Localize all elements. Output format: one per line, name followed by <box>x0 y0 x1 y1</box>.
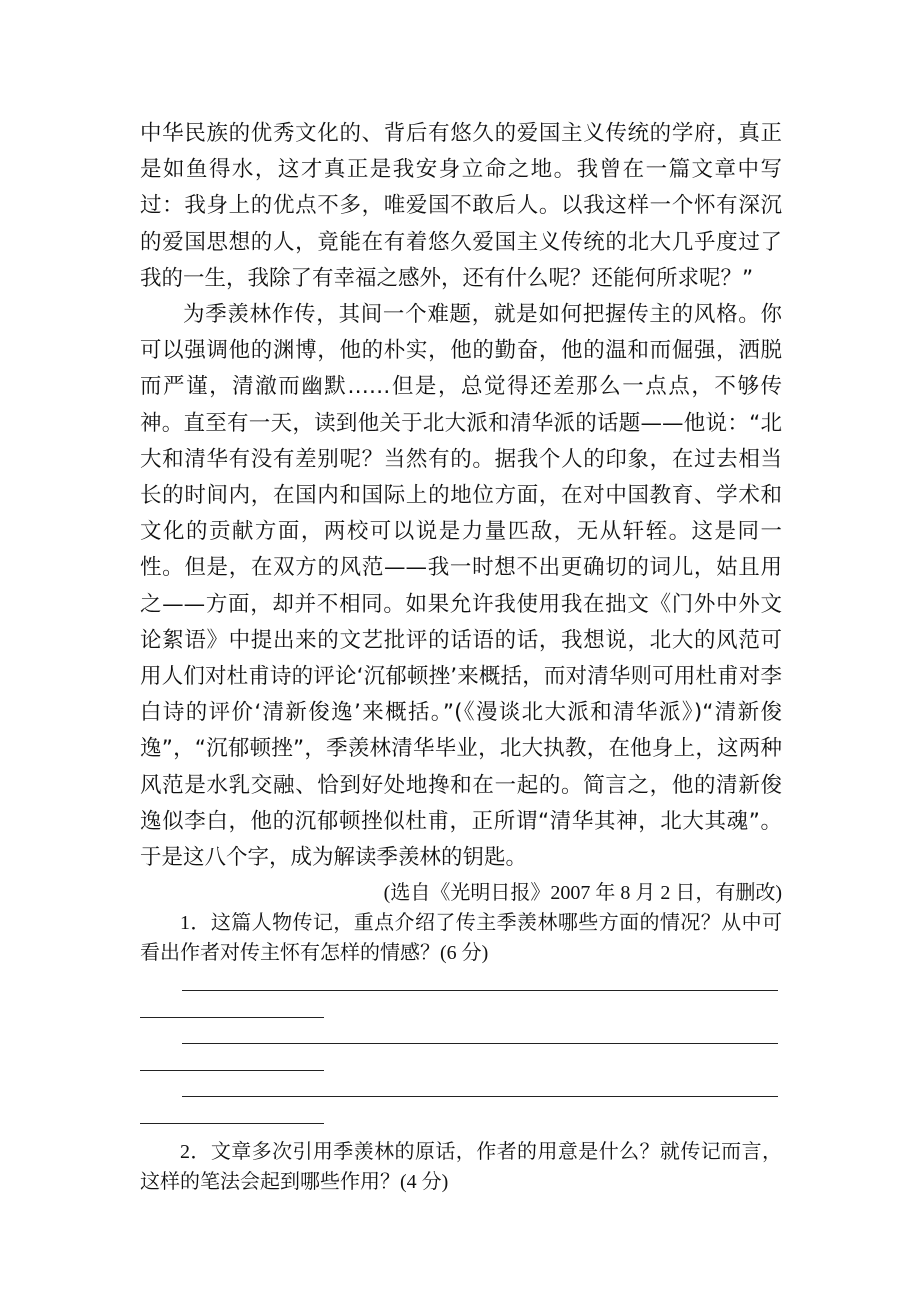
reading-passage <box>140 116 782 876</box>
answer-rule <box>140 1017 324 1018</box>
source-citation: (选自《光明日报》2007 年 8 月 2 日，有删改) <box>383 882 782 905</box>
passage-paragraph-2: 为季羡林作传，其间一个难题，就是如何把握传主的风格。你可以强调他的渊博，他的朴实，他的勤奋，他的温和而倔强，洒脱而严谨，清澈而幽默……但是，总觉得还差那么一点点，不够传神。直至有一天，读到他关于北大派和清华派的话题——他说：“北大和清华有没有差别呢？当然有的。据我个人的印象，在过去相当长的时间内，在国内和国际上的地位方面，在对中国教育、学术和文化的贡献方面，两校可以说是力量匹敌，无从轩轾。这是同一性。但是，在双方的风范——我一时想不出更确切的词儿，姑且用之——方面，却并不相同。如果允许我使用我在拙文《门外中外文论絮语》中提出来的文艺批评的话语的话，我想说，北大的风范可用人们对杜甫诗的评论‘沉郁顿挫’来概括，而对清华则可用杜甫对李白诗的评价‘清新俊逸’来概括。”(《漫谈北大派和清华派》)“清新俊逸”，“沉郁顿挫”，季羡林清华毕业，北大执教，在他身上，这两种风范是水乳交融、恰到好处地搀和在一起的。简言之，他的清新俊逸似李白，他的沉郁顿挫似杜甫，正所谓“清华其神，北大其魂”。于是这八个字，成为解读季羡林的钥匙。 <box>140 302 782 871</box>
answer-rule <box>182 1096 778 1097</box>
answer-rule <box>182 1043 778 1044</box>
answer-rule <box>140 1070 324 1071</box>
question-1: 1．这篇人物传记，重点介绍了传主季羡林哪些方面的情况？从中可看出作者对传主怀有怎样的情感？(6 分) <box>140 912 782 965</box>
answer-rule <box>140 1123 324 1124</box>
answer-line[interactable] <box>140 1080 782 1133</box>
question-2: 2．文章多次引用季羡林的原话，作者的用意是什么？就传记而言，这样的笔法会起到哪些作用？(4 分) <box>140 1141 782 1194</box>
answer-line[interactable] <box>140 974 782 1027</box>
answer-area-1[interactable] <box>140 974 782 1133</box>
document-page <box>140 116 782 1197</box>
passage-paragraph-1: 中华民族的优秀文化的、背后有悠久的爱国主义传统的学府，真正是如鱼得水，这才真正是我安身立命之地。我曾在一篇文章中写过：我身上的优点不多，唯爱国不敢后人。以我这样一个怀有深沉的爱国思想的人，竟能在有着悠久爱国主义传统的北大几乎度过了我的一生，我除了有幸福之感外，还有什么呢？还能何所求呢？” <box>140 121 782 291</box>
answer-rule <box>182 990 778 991</box>
answer-line[interactable] <box>140 1027 782 1080</box>
